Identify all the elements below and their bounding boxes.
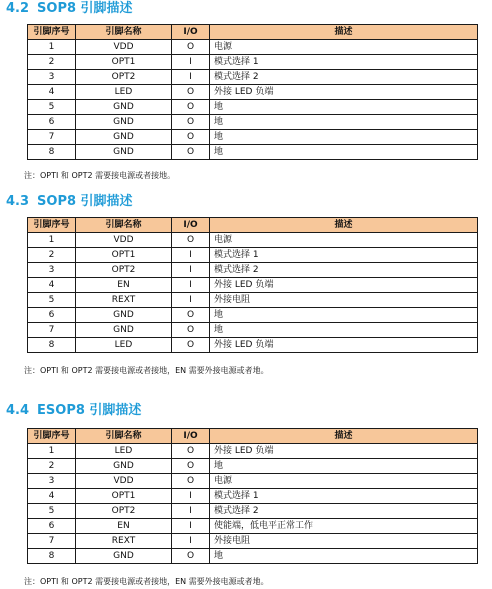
pin-io: O [172, 323, 210, 338]
pin-number: 4 [28, 85, 76, 100]
pin-name: REXT [76, 293, 172, 308]
pin-description: 外接电阻 [210, 534, 478, 549]
pin-io: I [172, 248, 210, 263]
table-row [28, 489, 478, 504]
pin-name: OPT1 [76, 248, 172, 263]
pin-name: OPT1 [76, 55, 172, 70]
pin-io: O [172, 549, 210, 564]
pin-number: 3 [28, 263, 76, 278]
table-note: 注：OPTI 和 OPT2 需要接电源或者接地，EN 需要外接电源或者地。 [24, 366, 269, 375]
pin-number: 6 [28, 308, 76, 323]
pin-description: 模式选择 2 [210, 504, 478, 519]
pin-name: GND [76, 323, 172, 338]
table-row [28, 444, 478, 459]
table-header-row [28, 25, 478, 40]
table-row [28, 293, 478, 308]
pin-name: LED [76, 85, 172, 100]
pin-description: 地 [210, 549, 478, 564]
pin-number: 6 [28, 115, 76, 130]
pin-name: GND [76, 130, 172, 145]
section-heading [0, 0, 492, 18]
pin-io: O [172, 145, 210, 160]
table-row [28, 130, 478, 145]
header-pin-name: 引脚名称 [76, 218, 172, 233]
header-io: I/O [172, 25, 210, 40]
header-pin-number: 引脚序号 [28, 218, 76, 233]
pin-description: 电源 [210, 474, 478, 489]
pin-name: VDD [76, 40, 172, 55]
pin-io: I [172, 504, 210, 519]
header-io: I/O [172, 429, 210, 444]
pin-io: O [172, 338, 210, 353]
pin-number: 1 [28, 233, 76, 248]
table-row [28, 263, 478, 278]
pin-number: 5 [28, 504, 76, 519]
pin-io: O [172, 474, 210, 489]
pin-name: GND [76, 459, 172, 474]
header-io: I/O [172, 218, 210, 233]
pin-description: 模式选择 1 [210, 55, 478, 70]
pin-io: I [172, 55, 210, 70]
pin-description: 地 [210, 115, 478, 130]
pin-io: I [172, 70, 210, 85]
table-row [28, 85, 478, 100]
pin-io: I [172, 293, 210, 308]
pin-io: O [172, 100, 210, 115]
pin-description: 电源 [210, 40, 478, 55]
pin-description: 外接电阻 [210, 293, 478, 308]
pin-name: VDD [76, 474, 172, 489]
pin-number: 2 [28, 248, 76, 263]
pin-name: EN [76, 278, 172, 293]
pin-description: 地 [210, 130, 478, 145]
pin-description: 模式选择 2 [210, 70, 478, 85]
section-heading [0, 402, 492, 420]
pin-name: OPT2 [76, 263, 172, 278]
table-row [28, 55, 478, 70]
section-number: 4.3 [6, 194, 30, 209]
header-description: 描述 [210, 218, 478, 233]
table-row [28, 100, 478, 115]
pin-number: 3 [28, 474, 76, 489]
pin-name: OPT1 [76, 489, 172, 504]
pin-description: 地 [210, 100, 478, 115]
section-number: 4.2 [6, 1, 30, 16]
pin-description: 地 [210, 308, 478, 323]
pin-number: 4 [28, 489, 76, 504]
table-row [28, 233, 478, 248]
pin-name: VDD [76, 233, 172, 248]
pin-io: O [172, 308, 210, 323]
table-row [28, 278, 478, 293]
pin-name: GND [76, 308, 172, 323]
pin-name: GND [76, 100, 172, 115]
pin-number: 5 [28, 100, 76, 115]
pin-name: OPT2 [76, 70, 172, 85]
pin-description: 外接 LED 负端 [210, 278, 478, 293]
table-row [28, 504, 478, 519]
header-pin-number: 引脚序号 [28, 25, 76, 40]
pin-io: I [172, 278, 210, 293]
section-4-4 [0, 402, 492, 586]
pin-description: 模式选择 1 [210, 489, 478, 504]
pin-name: GND [76, 115, 172, 130]
table-row [28, 115, 478, 130]
pin-io: I [172, 489, 210, 504]
table-row [28, 145, 478, 160]
pin-description: 外接 LED 负端 [210, 85, 478, 100]
table-row [28, 308, 478, 323]
pin-name: EN [76, 519, 172, 534]
pin-description: 外接 LED 负端 [210, 338, 478, 353]
header-pin-name: 引脚名称 [76, 429, 172, 444]
pin-number: 7 [28, 534, 76, 549]
table-row [28, 519, 478, 534]
pin-description: 模式选择 2 [210, 263, 478, 278]
pin-io: I [172, 519, 210, 534]
pin-name: REXT [76, 534, 172, 549]
pin-description: 地 [210, 145, 478, 160]
pin-name: GND [76, 549, 172, 564]
table-row [28, 459, 478, 474]
pin-io: O [172, 130, 210, 145]
pin-io: O [172, 85, 210, 100]
pin-description: 电源 [210, 233, 478, 248]
pin-name: LED [76, 338, 172, 353]
pin-table [27, 24, 478, 160]
pin-description: 地 [210, 459, 478, 474]
pin-number: 1 [28, 444, 76, 459]
pin-io: O [172, 459, 210, 474]
pin-io: O [172, 115, 210, 130]
pin-description: 地 [210, 323, 478, 338]
pin-number: 8 [28, 145, 76, 160]
table-row [28, 549, 478, 564]
section-4-3 [0, 193, 492, 375]
section-heading [0, 193, 492, 211]
pin-number: 4 [28, 278, 76, 293]
section-number: 4.4 [6, 403, 30, 418]
pin-io: O [172, 40, 210, 55]
pin-number: 2 [28, 459, 76, 474]
pin-io: O [172, 233, 210, 248]
table-header-row [28, 429, 478, 444]
pin-io: I [172, 263, 210, 278]
table-row [28, 40, 478, 55]
table-note: 注：OPTI 和 OPT2 需要接电源或者接地。 [24, 171, 176, 180]
pin-description: 模式选择 1 [210, 248, 478, 263]
table-row [28, 70, 478, 85]
table-row [28, 534, 478, 549]
table-header-row [28, 218, 478, 233]
table-row [28, 323, 478, 338]
header-description: 描述 [210, 25, 478, 40]
pin-name: GND [76, 145, 172, 160]
section-4-2 [0, 0, 492, 180]
pin-number: 8 [28, 338, 76, 353]
pin-description: 使能端，低电平正常工作 [210, 519, 478, 534]
pin-io: O [172, 444, 210, 459]
header-description: 描述 [210, 429, 478, 444]
header-pin-name: 引脚名称 [76, 25, 172, 40]
pin-number: 1 [28, 40, 76, 55]
section-title: SOP8 引脚描述 [37, 194, 133, 209]
pin-table [27, 428, 478, 564]
pin-table [27, 217, 478, 353]
section-title: SOP8 引脚描述 [37, 1, 133, 16]
pin-number: 2 [28, 55, 76, 70]
table-row [28, 248, 478, 263]
pin-io: I [172, 534, 210, 549]
pin-number: 7 [28, 323, 76, 338]
pin-number: 6 [28, 519, 76, 534]
pin-description: 外接 LED 负端 [210, 444, 478, 459]
pin-number: 3 [28, 70, 76, 85]
table-row [28, 474, 478, 489]
pin-number: 5 [28, 293, 76, 308]
section-title: ESOP8 引脚描述 [37, 403, 142, 418]
table-row [28, 338, 478, 353]
pin-number: 7 [28, 130, 76, 145]
table-note: 注：OPTI 和 OPT2 需要接电源或者接地，EN 需要外接电源或者地。 [24, 577, 269, 586]
pin-name: LED [76, 444, 172, 459]
header-pin-number: 引脚序号 [28, 429, 76, 444]
pin-number: 8 [28, 549, 76, 564]
pin-name: OPT2 [76, 504, 172, 519]
